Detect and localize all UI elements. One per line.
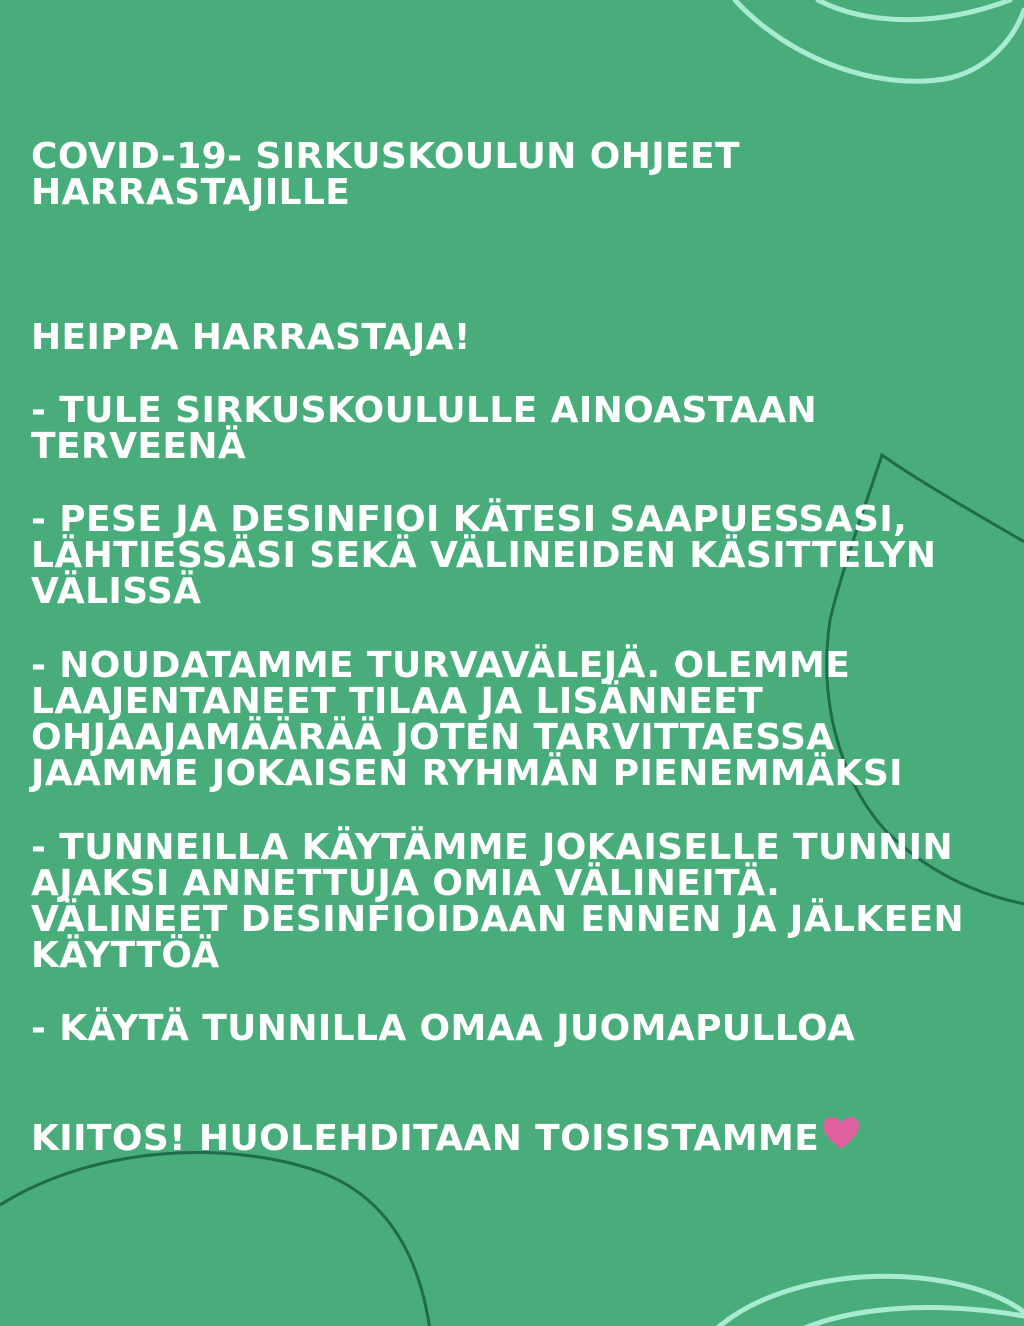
rule-item (31, 499, 1006, 612)
title-line-2: HARRASTAJILLE (31, 172, 351, 213)
rule-line: - KÄYTÄ TUNNILLA OMAA JUOMAPULLOA (31, 1008, 856, 1049)
rule-line: LAAJENTANEET TILAA JA LISÄNNEET (31, 681, 764, 722)
bottom-right-swirl-inner (800, 1308, 1024, 1326)
closing-message (31, 1118, 1006, 1159)
rule-line: - NOUDATAMME TURVAVÄLEJÄ. OLEMME (31, 645, 851, 686)
title-line-1: COVID-19- SIRKUSKOULUN OHJEET (31, 136, 740, 177)
rule-line: JAAMME JOKAISEN RYHMÄN PIENEMMÄKSI (31, 753, 903, 794)
top-right-swirl-inner (818, 0, 1010, 20)
rule-item (31, 390, 1006, 467)
greeting-text: HEIPPA HARRASTAJA! (31, 317, 471, 358)
heart-icon (821, 1116, 861, 1157)
top-right-swirl-outer (735, 0, 1024, 81)
bottom-left-curve (0, 1153, 430, 1326)
rule-line: - TUNNEILLA KÄYTÄMME JOKAISELLE TUNNIN (31, 827, 954, 868)
rule-line: KÄYTTÖÄ (31, 935, 220, 976)
bottom-right-swirl-outer (715, 1276, 1024, 1326)
page-title (31, 136, 1006, 213)
rule-item (31, 827, 1006, 976)
rule-item (31, 1008, 1006, 1049)
rule-line: TERVEENÄ (31, 426, 247, 467)
greeting (31, 317, 1006, 358)
rule-line: AJAKSI ANNETTUJA OMIA VÄLINEITÄ. (31, 863, 781, 904)
rule-line: VÄLINEET DESINFIOIDAAN ENNEN JA JÄLKEEN (31, 899, 965, 940)
rule-item (31, 645, 1006, 794)
closing-text: KIITOS! HUOLEHDITAAN TOISISTAMME (31, 1118, 820, 1159)
rule-line: OHJAAJAMÄÄRÄÄ JOTEN TARVITTAESSA (31, 717, 835, 758)
rule-line: - PESE JA DESINFIOI KÄTESI SAAPUESSASI, (31, 499, 908, 540)
rule-line: LÄHTIESSÄSI SEKÄ VÄLINEIDEN KÄSITTELYN (31, 535, 937, 576)
rule-line: - TULE SIRKUSKOULULLE AINOASTAAN (31, 390, 818, 431)
rule-line: VÄLISSÄ (31, 571, 202, 612)
